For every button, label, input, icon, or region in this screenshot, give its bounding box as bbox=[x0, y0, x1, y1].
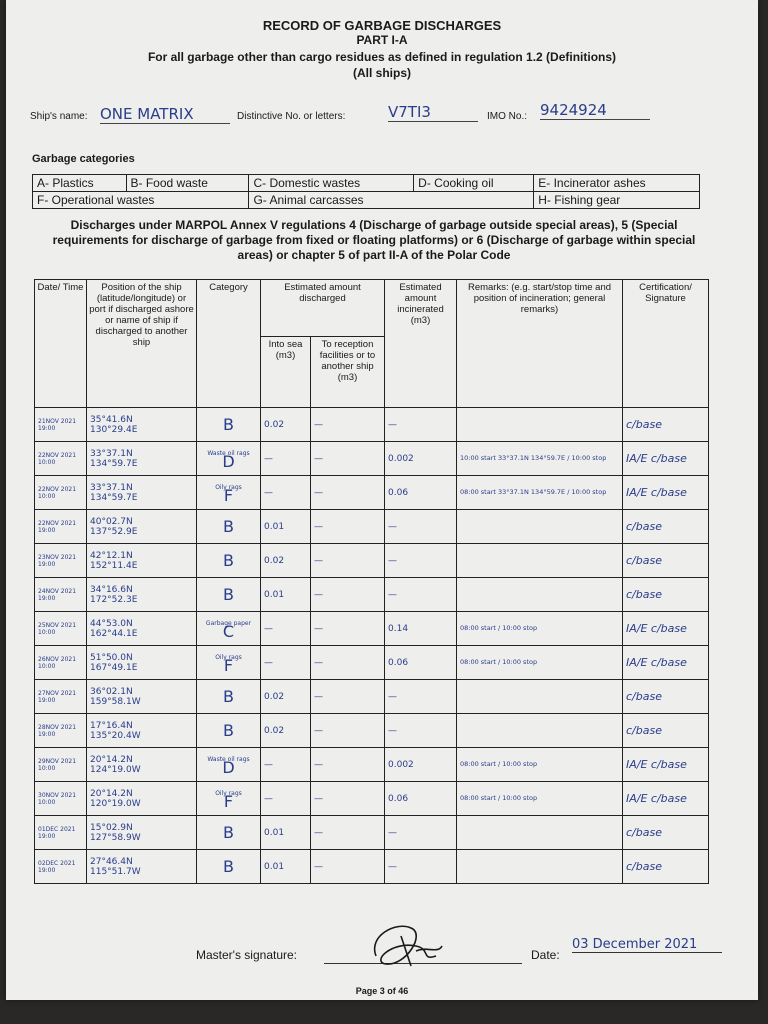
entry-to-reception: — bbox=[311, 748, 385, 782]
entry-date: 28NOV 2021 19:00 bbox=[35, 714, 87, 748]
table-row bbox=[35, 816, 709, 850]
entry-incinerated: 0.06 bbox=[385, 476, 457, 510]
entry-into-sea: 0.02 bbox=[261, 544, 311, 578]
entry-position bbox=[87, 578, 197, 612]
entry-date: 29NOV 2021 10:00 bbox=[35, 748, 87, 782]
entry-longitude: 115°51.7W bbox=[90, 866, 141, 877]
entry-longitude: 134°59.7E bbox=[90, 458, 138, 469]
entry-into-sea: — bbox=[261, 782, 311, 816]
entry-to-reception: — bbox=[311, 510, 385, 544]
entry-position bbox=[87, 714, 197, 748]
entry-position bbox=[87, 476, 197, 510]
table-row bbox=[35, 646, 709, 680]
entry-certification: IA/E c/base bbox=[623, 476, 709, 510]
table-row bbox=[35, 782, 709, 816]
entry-latitude: 27°46.4N bbox=[90, 856, 133, 867]
entry-date: 22NOV 2021 10:00 bbox=[35, 442, 87, 476]
category-d: D- Cooking oil bbox=[414, 175, 534, 192]
category-e: E- Incinerator ashes bbox=[534, 175, 700, 192]
entry-remarks bbox=[457, 510, 623, 544]
entry-longitude: 159°58.1W bbox=[90, 696, 141, 707]
entry-position bbox=[87, 680, 197, 714]
entry-category-code: B bbox=[223, 686, 234, 706]
entry-remarks bbox=[457, 850, 623, 884]
entry-into-sea: — bbox=[261, 646, 311, 680]
entry-category-note: Waste oil rags bbox=[207, 755, 250, 763]
col-position: Position of the ship (latitude/longitude) or port if discharged ashore or name of ship if discharged to another ship bbox=[87, 280, 197, 408]
entry-position bbox=[87, 782, 197, 816]
master-signature-label: Master's signature: bbox=[196, 948, 297, 962]
imo-label: IMO No.: bbox=[487, 111, 528, 122]
category-a: A- Plastics bbox=[33, 175, 127, 192]
entry-category bbox=[197, 714, 261, 748]
entry-into-sea: — bbox=[261, 748, 311, 782]
discharge-note: Discharges under MARPOL Annex V regulations 4 (Discharge of garbage outside special areas), 5 (Special requirements for discharge of garbage from fixed or floating platforms) or 6 (Discharge of garbage within special areas) or chapter 5 of part II-A of the Polar Code bbox=[52, 218, 696, 262]
entry-date: 27NOV 2021 19:00 bbox=[35, 680, 87, 714]
entry-latitude: 17°16.4N bbox=[90, 720, 133, 731]
entry-to-reception: — bbox=[311, 646, 385, 680]
entry-incinerated: 0.06 bbox=[385, 646, 457, 680]
table-row bbox=[35, 442, 709, 476]
entry-certification: IA/E c/base bbox=[623, 646, 709, 680]
entry-incinerated: — bbox=[385, 714, 457, 748]
category-f: F- Operational wastes bbox=[33, 192, 249, 209]
entry-category bbox=[197, 816, 261, 850]
entry-category-note: Waste oil rags bbox=[207, 449, 250, 457]
entry-to-reception: — bbox=[311, 476, 385, 510]
date-value: 03 December 2021 bbox=[572, 937, 722, 953]
entry-to-reception: — bbox=[311, 408, 385, 442]
entry-position bbox=[87, 408, 197, 442]
entry-date: 25NOV 2021 10:00 bbox=[35, 612, 87, 646]
entry-certification: IA/E c/base bbox=[623, 612, 709, 646]
entry-date: 23NOV 2021 19:00 bbox=[35, 544, 87, 578]
entry-incinerated: 0.06 bbox=[385, 782, 457, 816]
entry-into-sea: 0.01 bbox=[261, 510, 311, 544]
entry-position bbox=[87, 816, 197, 850]
entry-position bbox=[87, 544, 197, 578]
entry-category bbox=[197, 680, 261, 714]
entry-incinerated: — bbox=[385, 850, 457, 884]
table-row bbox=[35, 680, 709, 714]
category-g: G- Animal carcasses bbox=[249, 192, 534, 209]
entry-longitude: 120°19.0W bbox=[90, 798, 141, 809]
entry-certification: IA/E c/base bbox=[623, 748, 709, 782]
col-remarks: Remarks: (e.g. start/stop time and position of incineration; general remarks) bbox=[457, 280, 623, 408]
entry-incinerated: — bbox=[385, 408, 457, 442]
categories-title: Garbage categories bbox=[32, 153, 135, 165]
entry-remarks bbox=[457, 714, 623, 748]
entry-longitude: 135°20.4W bbox=[90, 730, 141, 741]
entry-longitude: 127°58.9W bbox=[90, 832, 141, 843]
entry-category bbox=[197, 612, 261, 646]
entry-position bbox=[87, 748, 197, 782]
entry-longitude: 167°49.1E bbox=[90, 662, 138, 673]
entry-remarks bbox=[457, 544, 623, 578]
entry-certification: c/base bbox=[623, 850, 709, 884]
entry-remarks bbox=[457, 680, 623, 714]
entry-category bbox=[197, 782, 261, 816]
category-b: B- Food waste bbox=[126, 175, 249, 192]
entry-incinerated: 0.002 bbox=[385, 442, 457, 476]
entry-incinerated: — bbox=[385, 816, 457, 850]
entry-date: 21NOV 2021 19:00 bbox=[35, 408, 87, 442]
entry-category-code: F bbox=[223, 655, 234, 675]
entry-latitude: 20°14.2N bbox=[90, 788, 133, 799]
page-part: PART I-A bbox=[356, 33, 408, 47]
entry-longitude: 162°44.1E bbox=[90, 628, 138, 639]
entry-certification: c/base bbox=[623, 816, 709, 850]
entry-longitude: 134°59.7E bbox=[90, 492, 138, 503]
table-row bbox=[35, 510, 709, 544]
entry-to-reception: — bbox=[311, 782, 385, 816]
master-signature bbox=[366, 916, 446, 974]
entry-into-sea: — bbox=[261, 476, 311, 510]
col-certification: Certification/ Signature bbox=[623, 280, 709, 408]
discharge-log-table bbox=[34, 279, 709, 884]
entry-category bbox=[197, 578, 261, 612]
entry-to-reception: — bbox=[311, 680, 385, 714]
distinctive-label: Distinctive No. or letters: bbox=[237, 111, 346, 122]
entry-certification: c/base bbox=[623, 680, 709, 714]
entry-to-reception: — bbox=[311, 578, 385, 612]
entry-incinerated: — bbox=[385, 510, 457, 544]
page-title: RECORD OF GARBAGE DISCHARGES bbox=[262, 18, 502, 33]
entry-latitude: 51°50.0N bbox=[90, 652, 133, 663]
entry-category-code: D bbox=[222, 757, 235, 777]
entry-category-note: Oily rags bbox=[215, 483, 242, 491]
entry-to-reception: — bbox=[311, 850, 385, 884]
entry-latitude: 33°37.1N bbox=[90, 482, 133, 493]
table-row bbox=[35, 612, 709, 646]
entry-incinerated: — bbox=[385, 680, 457, 714]
entry-category bbox=[197, 510, 261, 544]
entry-date: 26NOV 2021 10:00 bbox=[35, 646, 87, 680]
entry-certification: c/base bbox=[623, 408, 709, 442]
entry-longitude: 152°11.4E bbox=[90, 560, 138, 571]
category-h: H- Fishing gear bbox=[534, 192, 700, 209]
categories-table bbox=[32, 174, 700, 209]
entry-remarks: 10:00 start 33°37.1N 134°59.7E / 10:00 stop bbox=[457, 442, 623, 476]
entry-category-note: Oily rags bbox=[215, 653, 242, 661]
entry-position bbox=[87, 442, 197, 476]
ship-name-label: Ship's name: bbox=[30, 111, 88, 122]
entry-into-sea: — bbox=[261, 612, 311, 646]
entry-remarks: 08:00 start / 10:00 stop bbox=[457, 748, 623, 782]
entry-position bbox=[87, 646, 197, 680]
entry-category-code: F bbox=[223, 485, 234, 505]
entry-certification: IA/E c/base bbox=[623, 782, 709, 816]
entry-remarks bbox=[457, 408, 623, 442]
entry-longitude: 130°29.4E bbox=[90, 424, 138, 435]
entry-into-sea: — bbox=[261, 442, 311, 476]
entry-longitude: 172°52.3E bbox=[90, 594, 138, 605]
entry-position bbox=[87, 850, 197, 884]
entry-remarks: 08:00 start / 10:00 stop bbox=[457, 646, 623, 680]
table-row bbox=[35, 748, 709, 782]
entry-category-code: B bbox=[223, 720, 234, 740]
entry-to-reception: — bbox=[311, 442, 385, 476]
entry-latitude: 20°14.2N bbox=[90, 754, 133, 765]
col-date: Date/ Time bbox=[35, 280, 87, 408]
page-scope: (All ships) bbox=[352, 66, 411, 80]
col-into-sea: Into sea (m3) bbox=[261, 337, 311, 408]
entry-latitude: 44°53.0N bbox=[90, 618, 133, 629]
entry-certification: c/base bbox=[623, 714, 709, 748]
entry-latitude: 42°12.1N bbox=[90, 550, 133, 561]
entry-remarks: 08:00 start 33°37.1N 134°59.7E / 10:00 stop bbox=[457, 476, 623, 510]
entry-latitude: 36°02.1N bbox=[90, 686, 133, 697]
entry-incinerated: — bbox=[385, 578, 457, 612]
ship-name-value: ONE MATRIX bbox=[100, 105, 230, 124]
table-row bbox=[35, 578, 709, 612]
log-body bbox=[35, 408, 709, 884]
entry-category-code: B bbox=[223, 414, 234, 434]
entry-category bbox=[197, 850, 261, 884]
entry-position bbox=[87, 510, 197, 544]
date-label: Date: bbox=[531, 948, 560, 962]
entry-certification: c/base bbox=[623, 578, 709, 612]
logbook-page bbox=[6, 0, 758, 1000]
entry-longitude: 137°52.9E bbox=[90, 526, 138, 537]
table-row bbox=[35, 714, 709, 748]
entry-date: 30NOV 2021 10:00 bbox=[35, 782, 87, 816]
entry-category bbox=[197, 748, 261, 782]
entry-category-code: C bbox=[222, 621, 235, 641]
entry-category bbox=[197, 476, 261, 510]
entry-longitude: 124°19.0W bbox=[90, 764, 141, 775]
entry-category bbox=[197, 544, 261, 578]
entry-to-reception: — bbox=[311, 714, 385, 748]
entry-date: 22NOV 2021 10:00 bbox=[35, 476, 87, 510]
col-category: Category bbox=[197, 280, 261, 408]
entry-into-sea: 0.01 bbox=[261, 578, 311, 612]
table-row bbox=[35, 476, 709, 510]
col-to-reception: To reception facilities or to another ship (m3) bbox=[311, 337, 385, 408]
entry-position bbox=[87, 612, 197, 646]
table-row bbox=[35, 544, 709, 578]
entry-to-reception: — bbox=[311, 816, 385, 850]
entry-into-sea: 0.01 bbox=[261, 816, 311, 850]
page-number: Page 3 of 46 bbox=[355, 986, 409, 996]
col-incinerated: Estimated amount incinerated (m3) bbox=[385, 280, 457, 408]
entry-date: 01DEC 2021 19:00 bbox=[35, 816, 87, 850]
entry-date: 02DEC 2021 19:00 bbox=[35, 850, 87, 884]
table-row bbox=[35, 408, 709, 442]
entry-into-sea: 0.02 bbox=[261, 680, 311, 714]
entry-certification: c/base bbox=[623, 544, 709, 578]
entry-latitude: 33°37.1N bbox=[90, 448, 133, 459]
entry-remarks: 08:00 start / 10:00 stop bbox=[457, 782, 623, 816]
entry-latitude: 15°02.9N bbox=[90, 822, 133, 833]
entry-category-code: D bbox=[222, 451, 235, 471]
entry-remarks bbox=[457, 816, 623, 850]
entry-latitude: 35°41.6N bbox=[90, 414, 133, 425]
entry-certification: c/base bbox=[623, 510, 709, 544]
entry-to-reception: — bbox=[311, 544, 385, 578]
col-estimated: Estimated amount discharged bbox=[261, 280, 385, 337]
entry-incinerated: — bbox=[385, 544, 457, 578]
entry-category-code: B bbox=[223, 550, 234, 570]
entry-category bbox=[197, 646, 261, 680]
entry-category-code: B bbox=[223, 856, 234, 876]
table-row bbox=[35, 850, 709, 884]
entry-category-code: B bbox=[223, 584, 234, 604]
entry-latitude: 40°02.7N bbox=[90, 516, 133, 527]
entry-category bbox=[197, 408, 261, 442]
entry-latitude: 34°16.6N bbox=[90, 584, 133, 595]
entry-category bbox=[197, 442, 261, 476]
entry-category-code: B bbox=[223, 516, 234, 536]
entry-certification: IA/E c/base bbox=[623, 442, 709, 476]
entry-date: 24NOV 2021 19:00 bbox=[35, 578, 87, 612]
entry-incinerated: 0.002 bbox=[385, 748, 457, 782]
entry-into-sea: 0.01 bbox=[261, 850, 311, 884]
page-subtitle: For all garbage other than cargo residues as defined in regulation 1.2 (Definitions) bbox=[147, 50, 617, 64]
entry-category-code: F bbox=[223, 791, 234, 811]
imo-value: 9424924 bbox=[540, 101, 650, 120]
entry-remarks bbox=[457, 578, 623, 612]
entry-into-sea: 0.02 bbox=[261, 714, 311, 748]
entry-into-sea: 0.02 bbox=[261, 408, 311, 442]
entry-category-note: Oily rags bbox=[215, 789, 242, 797]
distinctive-value: V7TI3 bbox=[388, 103, 478, 122]
entry-category-code: B bbox=[223, 822, 234, 842]
entry-to-reception: — bbox=[311, 612, 385, 646]
entry-category-note: Garbage paper bbox=[205, 619, 252, 627]
entry-date: 22NOV 2021 19:00 bbox=[35, 510, 87, 544]
category-c: C- Domestic wastes bbox=[249, 175, 414, 192]
entry-remarks: 08:00 start / 10:00 stop bbox=[457, 612, 623, 646]
entry-incinerated: 0.14 bbox=[385, 612, 457, 646]
